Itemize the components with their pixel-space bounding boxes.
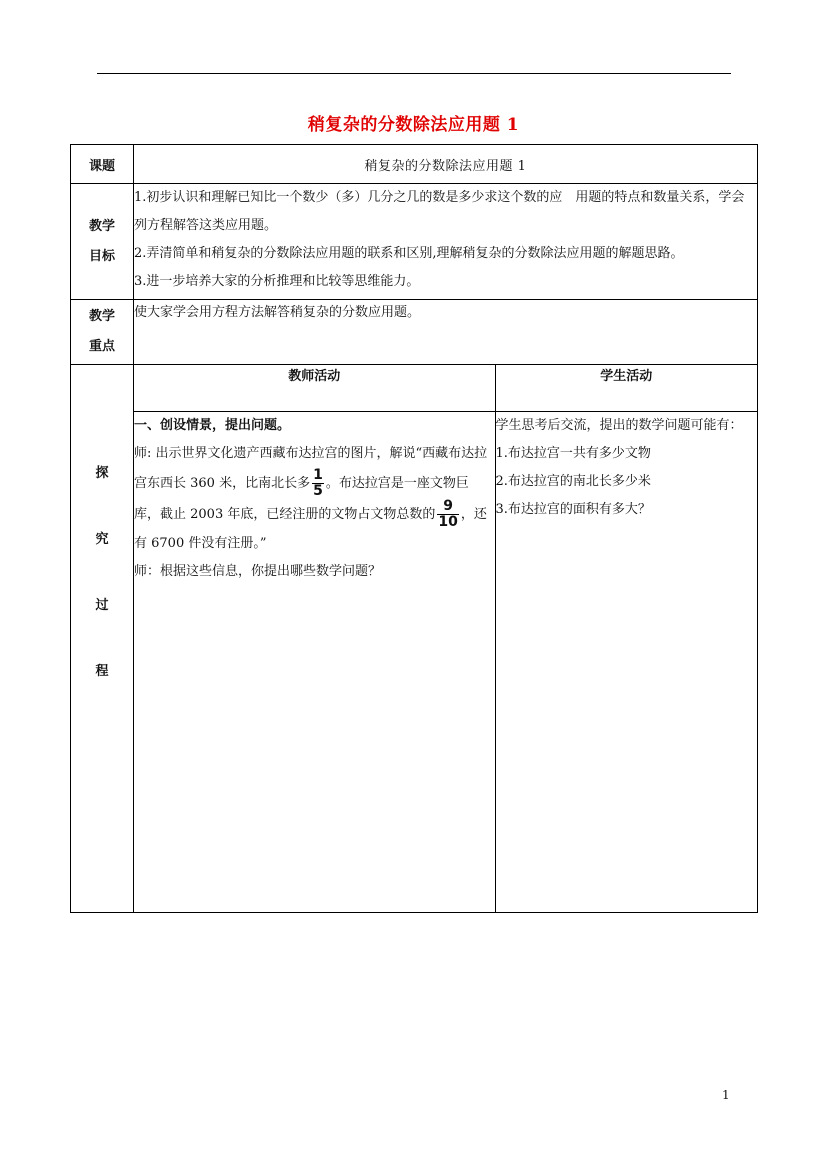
- narration-part-1: 师: 出示世界文化遗产西藏布达拉宫的图片，解说“西藏布达拉宫东西长 360 米，比南北长多: [134, 446, 488, 491]
- fraction-numerator: 9: [437, 499, 458, 515]
- topic-value: 稍复杂的分数除法应用题 1: [134, 145, 758, 184]
- fraction-nine-tenths: [437, 499, 458, 530]
- activities-body-row: [134, 412, 757, 913]
- process-label-char: 究: [95, 532, 109, 547]
- lesson-plan-table: [70, 144, 758, 913]
- activities-cell: [134, 365, 758, 913]
- goal-item: 2.弄清简单和稍复杂的分数除法应用题的联系和区别,理解稍复杂的分数除法应用题的解题思路。: [134, 246, 684, 261]
- student-intro: 学生思考后交流，提出的数学问题可能有：: [495, 418, 743, 433]
- document-title: 稍复杂的分数除法应用题 1: [307, 115, 520, 135]
- student-question-item: 1.布达拉宫一共有多少文物: [495, 446, 651, 461]
- process-row: [71, 365, 758, 913]
- student-question-item: 2.布达拉宫的南北长多少米: [495, 474, 651, 489]
- header-rule: [97, 73, 731, 74]
- student-activity-header: 学生活动: [495, 365, 757, 412]
- process-label-char: 程: [95, 664, 109, 679]
- teacher-activity-header: 教师活动: [134, 365, 495, 412]
- process-label-char: 探: [95, 466, 109, 481]
- teacher-question: 师：根据这些信息，你提出哪些数学问题？: [134, 564, 382, 579]
- activities-header-row: [134, 365, 757, 412]
- page-number: 1: [722, 1088, 730, 1102]
- goals-label: [71, 184, 134, 300]
- narration-part-2: 。布达拉宫是一座文物巨库，截止 2003 年底，已经注册的文物占文物总数的: [134, 476, 469, 522]
- goals-label-line-1: 教学: [88, 218, 115, 234]
- section-heading: 一、创设情景，提出问题。: [134, 418, 291, 433]
- key-points-label: [71, 300, 134, 365]
- student-question-item: 3.布达拉宫的面积有多大？: [495, 502, 651, 517]
- narration-part-3: ，还有 6700 件没有注册。”: [134, 507, 487, 551]
- process-label-char: 过: [95, 598, 109, 613]
- key-points-text: 使大家学会用方程方法解答稍复杂的分数应用题。: [134, 300, 758, 365]
- goals-row: [71, 184, 758, 300]
- activities-table: [134, 365, 757, 912]
- fraction-one-fifth: [312, 468, 324, 499]
- goal-item: 3.进一步培养大家的分析推理和比较等思维能力。: [134, 274, 420, 289]
- key-label-line-1: 教学: [88, 309, 115, 324]
- key-label-line-2: 重点: [88, 339, 115, 354]
- process-label: [71, 365, 134, 913]
- teacher-activity: [134, 412, 495, 913]
- student-activity: [495, 412, 757, 913]
- goals-content: [134, 184, 758, 300]
- teacher-narration: [134, 440, 495, 558]
- fraction-numerator: 1: [313, 467, 323, 483]
- topic-label: 课题: [71, 145, 134, 184]
- fraction-denominator: 5: [313, 483, 323, 499]
- goals-label-line-2: 目标: [88, 248, 115, 264]
- fraction-denominator: 10: [438, 514, 458, 530]
- goal-item: 1.初步认识和理解已知比一个数少（多）几分之几的数是多少求这个数的应 用题的特点和数量关系，学会列方程解答这类应用题。: [134, 190, 745, 233]
- key-points-row: [71, 300, 758, 365]
- topic-row: [71, 145, 758, 184]
